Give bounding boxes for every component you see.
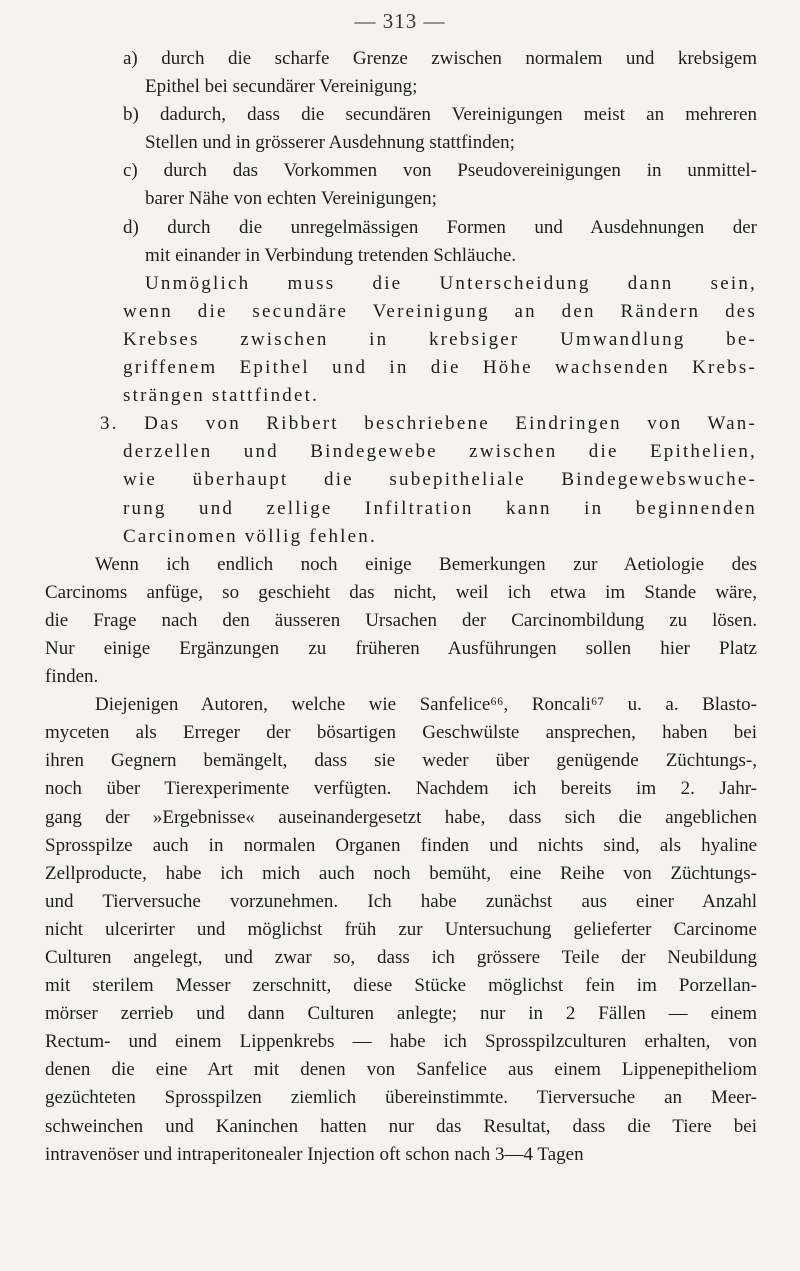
text-line: finden. [45,666,99,688]
text-line: ihren Gegnern bemängelt, dass sie weder über genügende Züchtungs-, [45,750,757,772]
text-line: gang der »Ergebnisse« auseinandergesetzt habe, dass sich die angeblichen [45,806,757,828]
text-line: Culturen angelegt, und zwar so, dass ich grössere Teile der Neubildung [45,947,757,968]
text-line: d) durch die unregelmässigen Formen und Ausdehnungen der [123,216,757,238]
text-line: mit einander in Verbindung tretenden Schläuche. [145,244,517,266]
text-line: schweinchen und Kaninchen hatten nur das Resultat, dass die Tiere bei [45,1115,757,1137]
text-line: mörser zerrieb und dann Culturen anlegte; nur in 2 Fällen — einem [45,1003,757,1025]
text-line: intravenöser und intraperitonealer Injection oft schon nach 3—4 Tagen [45,1143,584,1165]
text-line: denen die eine Art mit denen von Sanfelice aus einem Lippenepitheliom [45,1059,757,1081]
text-line: barer Nähe von echten Vereinigungen; [145,188,437,210]
text-line: die Frage nach den äusseren Ursachen der Carcinombildung zu lösen. [45,609,757,631]
body-text [45,45,757,1169]
text-line: Krebses zwischen in krebsiger Umwandlung be- [123,328,757,350]
text-line: mit sterilem Messer zerschnitt, diese Stücke möglichst fein im Porzellan- [45,975,757,997]
text-line: Unmöglich muss die Unterscheidung dann sein, [145,272,757,294]
text-line: Carcinoms anfüge, so geschieht das nicht, weil ich etwa im Stande wäre, [45,581,757,603]
text-line: Sprosspilze auch in normalen Organen finden und nichts sind, als hyaline [45,834,757,856]
text-line: derzellen und Bindegewebe zwischen die Epithelien, [123,441,757,463]
text-line: Nur einige Ergänzungen zu früheren Ausführungen sollen hier Platz [45,637,757,659]
text-line: strängen stattfindet. [123,385,320,407]
text-line: Rectum- und einem Lippenkrebs — habe ich Sprosspilzculturen erhalten, von [45,1031,757,1053]
text-line: Epithel bei secundärer Vereinigung; [145,76,418,98]
text-line: Diejenigen Autoren, welche wie Sanfelice⁶⁶, Roncali⁶⁷ u. a. Blasto- [95,694,757,716]
page-number: — 313 — [354,9,446,33]
text-line: und Tierversuche vorzunehmen. Ich habe zunächst aus einer Anzahl [45,890,757,912]
text-line: Zellproducte, habe ich mich auch noch bemüht, eine Reihe von Züchtungs- [45,862,757,884]
text-line: griffenem Epithel und in die Höhe wachsenden Krebs- [123,357,757,379]
text-line: rung und zellige Infiltration kann in beginnenden [123,497,757,519]
text-line: 3. Das von Ribbert beschriebene Eindringen von Wan- [100,413,757,435]
text-line: Stellen und in grösserer Ausdehnung stattfinden; [145,132,515,154]
text-line: b) dadurch, dass die secundären Vereinigungen meist an mehreren [123,104,757,126]
text-line: a) durch die scharfe Grenze zwischen normalem und krebsigem [123,48,757,69]
text-line: Wenn ich endlich noch einige Bemerkungen zur Aetiologie des [95,553,757,575]
text-line: gezüchteten Sprosspilzen ziemlich übereinstimmte. Tierversuche an Meer- [45,1087,757,1109]
text-line: wie überhaupt die subepitheliale Bindegewebswuche- [123,469,757,491]
text-line: wenn die secundäre Vereinigung an den Rändern des [123,300,757,322]
text-line: nicht ulcerirter und möglichst früh zur Untersuchung gelieferter Carcinome [45,918,757,940]
text-line: myceten als Erreger der bösartigen Geschwülste ansprechen, haben bei [45,722,757,744]
text-line: Carcinomen völlig fehlen. [123,525,377,547]
text-line: noch über Tierexperimente verfügten. Nachdem ich bereits im 2. Jahr- [45,778,757,800]
text-line: c) durch das Vorkommen von Pseudovereinigungen in unmittel- [123,160,757,182]
